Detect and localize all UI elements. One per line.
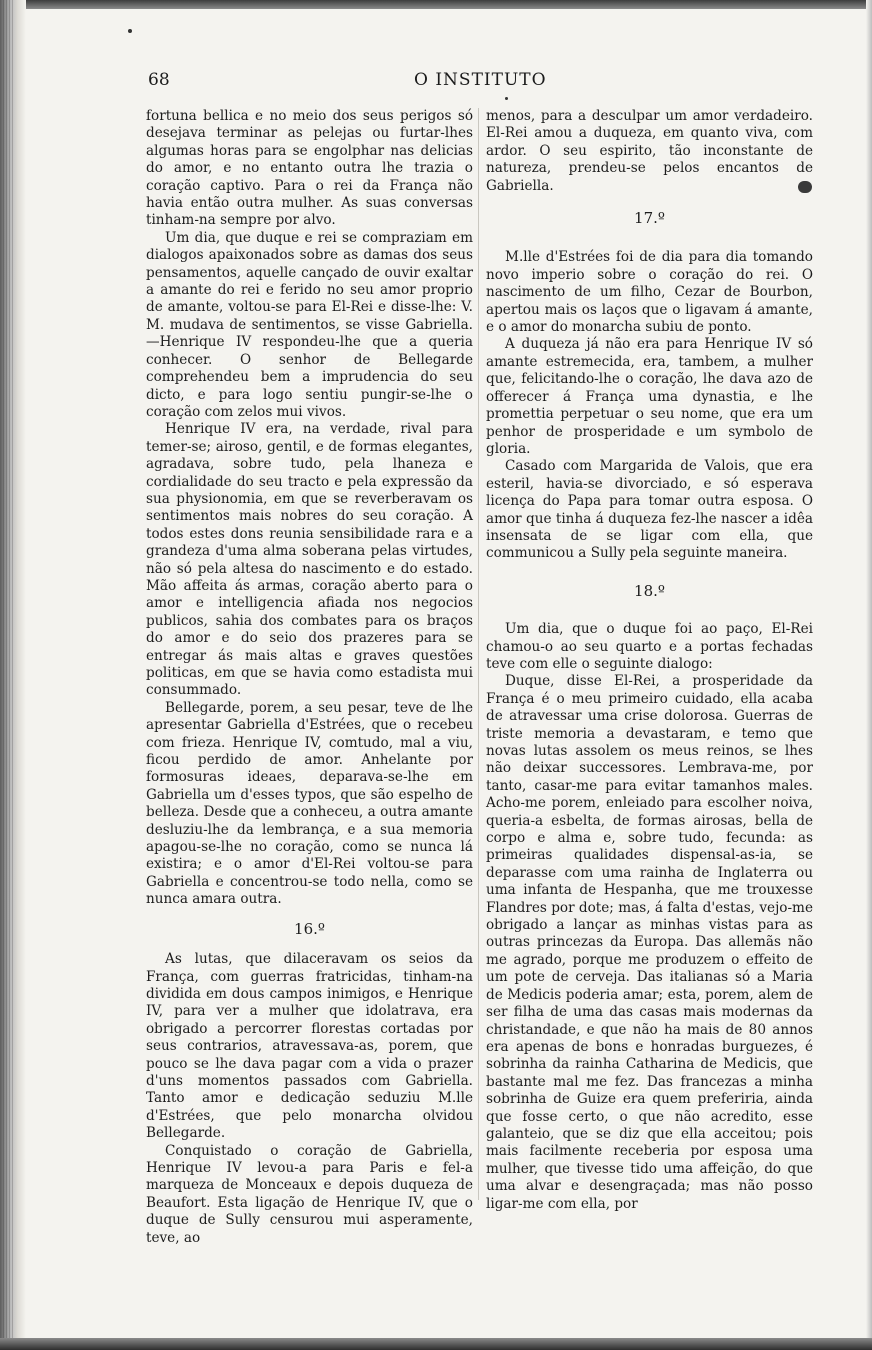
paragraph: Bellegarde, porem, a seu pesar, teve de lhe apresentar Gabriella d'Estrées, que o recebeu com frieza. Henrique IV, comtudo, mal a viu, ficou perdido de amor. Anhelante por formosuras ideaes, deparava-se-lhe em Gabriella um d'esses typos, que são espelho de belleza. Desde que a conheceu, a outra amante desluziu-lhe da lembrança, e a sua memoria apagou-se-lhe no coração, como se nunca lá existira; e o amor d'El-Rei voltou-se para Gabriella e concentrou-se todo nella, como se nunca amara outra.	[146, 699, 473, 908]
page-number: 68	[148, 70, 170, 90]
ink-speck	[128, 29, 132, 33]
paragraph: Duque, disse El-Rei, a prosperidade da França é o meu primeiro cuidado, ella acaba de atravessar uma crise dolorosa. Guerras de triste memoria a devastaram, e temo que novas lutas assolem os meus reinos, se lhes não deixar successores. Lembrava-me, por tanto, casar-me para evitar tamanhos males. Acho-me porem, enleiado para escolher noiva, queria-a esbelta, de formas airosas, bella de corpo e alma e, sobre tudo, fecunda: as primeiras qualidades dispensal-as-ia, se deparasse com uma rainha de Inglaterra ou uma infanta de Hespanha, que me trouxesse Flandres por dote; mas, á falta d'estas, vejo-me obrigado a lançar as minhas vistas para as outras princezas da Europa. Das allemãs não me agrado, porque me produzem o effeito de um pote de cerveja. Das italianas só a Maria de Medicis poderia amar; esta, porem, alem de ser filha de uma das casas mais modernas da christandade, e que não ha mais de 80 annos era apenas de bons e honradas burguezes, é sobrinha da rainha Catharina de Medicis, que bastante mal me fez. Das francezas a minha sobrinha de Guize era quem preferiria, ainda que fosse certo, o que não acredito, esse galanteio, que se diz que ella acceitou; pois mais facilmente receberia por esposa uma mulher, que tivesse tido uma affeição, do que uma alvar e desengraçada; mas não posso ligar-me com ella, por	[486, 673, 813, 1212]
paragraph: As lutas, que dilaceravam os seios da França, com guerras fratricidas, tinham-na dividida em dous campos inimigos, e Henrique IV, para ver a mulher que idolatrava, era obrigado a percorrer florestas cortadas por seus contrarios, atravessava-as, porem, que pouco se lhe dava pagar com a vida o prazer d'uns momentos passados com Gabriella. Tanto amor e dedicação seduziu M.lle d'Estrées, que pelo monarcha olvidou Bellegarde.	[146, 951, 473, 1142]
paragraph: Um dia, que duque e rei se compraziam em dialogos apaixonados sobre as damas dos seus pensamentos, aquelle cançado de ouvir exaltar a amante do rei e ferido no seu amor proprio de amante, voltou-se para El-Rei e disse-lhe: V. M. mudava de sentimentos, se visse Gabriella.—Henrique IV respondeu-lhe que a queria conhecer. O senhor de Bellegarde comprehendeu bem a imprudencia do seu dicto, e para logo sentiu pungir-se-lhe o coração com zelos mui vivos.	[146, 229, 473, 420]
paragraph: A duqueza já não era para Henrique IV só amante estremecida, era, tambem, a mulher que, felicitando-lhe o coração, lhe dava azo de offerecer á França uma dynastia, e lhe promettia perpetuar o seu nome, que era um penhor de prosperidade e um symbolo de gloria.	[486, 336, 813, 457]
paragraph: fortuna bellica e no meio dos seus perigos só desejava terminar as pelejas ou furtar-lhes algumas horas para se engolphar nas delicias do amor, e no entanto outra lhe trazia o coração captivo. Para o rei da França não havia então outra mulher. As suas conversas tinham-na sempre por alvo.	[146, 108, 473, 229]
column-divider	[478, 108, 479, 1200]
page-right-edge	[866, 0, 872, 1350]
section-heading-17: 17.º	[634, 209, 665, 228]
paragraph: Conquistado o coração de Gabriella, Henrique IV levou-a para Paris e fel-a marqueza de Monceaux e depois duqueza de Beaufort. Esta ligação de Henrique IV, que o duque de Sully censurou mui asperamente, teve, ao	[146, 1142, 473, 1246]
paragraph: Casado com Margarida de Valois, que era esteril, havia-se divorciado, e só esperava licença do Papa para tomar outra esposa. O amor que tinha á duqueza fez-lhe nascer a idêa insensata de se ligar com ella, que communicou a Sully pela seguinte maneira.	[486, 458, 813, 562]
section-heading-16: 16.º	[294, 919, 325, 938]
journal-title: O INSTITUTO	[414, 70, 547, 90]
paragraph: Henrique IV era, na verdade, rival para temer-se; airoso, gentil, e de formas elegantes, agradava, sobre tudo, pela lhaneza e cordialidade do seu tracto e pela expressão da sua physionomia, em que se reverberavam os sentimentos mais nobres do seu coração. A todos estes dons reunia sensibilidade rara e a grandeza d'uma alma soberana pelas virtudes, não só pela altesa do nascimento e do estado. Mão affeita ás armas, coração aberto para o amor e intelligencia afiada nos negocios publicos, sahia dos combates para os braços do amor e do seio dos prazeres para se entregar ás mais altas e graves questões politicas, em que se havia como estadista mui consummado.	[146, 421, 473, 699]
paragraph: menos, para a desculpar um amor verdadeiro. El-Rei amou a duqueza, em quanto viva, com ardor. O seu espirito, tão inconstante de natureza, prendeu-se pelos encantos de Gabriella.	[486, 108, 813, 194]
section-heading-18: 18.º	[634, 581, 665, 600]
paragraph: Um dia, que o duque foi ao paço, El-Rei chamou-o ao seu quarto e a portas fechadas teve com elle o seguinte dialogo:	[486, 621, 813, 672]
paragraph: M.lle d'Estrées foi de dia para dia tomando novo imperio sobre o coração do rei. O nascimento de um filho, Cezar de Bourbon, apertou mais os laços que o ligavam á amante, e o amor do monarcha subiu de ponto.	[486, 249, 813, 336]
left-column	[146, 108, 473, 1247]
scan-top-edge	[0, 0, 872, 9]
ink-blot	[798, 181, 812, 193]
binding-lines	[3, 0, 15, 1350]
right-column	[486, 108, 813, 1213]
running-head	[148, 70, 812, 94]
ink-speck	[505, 97, 508, 100]
scan-bottom-edge	[0, 1338, 872, 1350]
